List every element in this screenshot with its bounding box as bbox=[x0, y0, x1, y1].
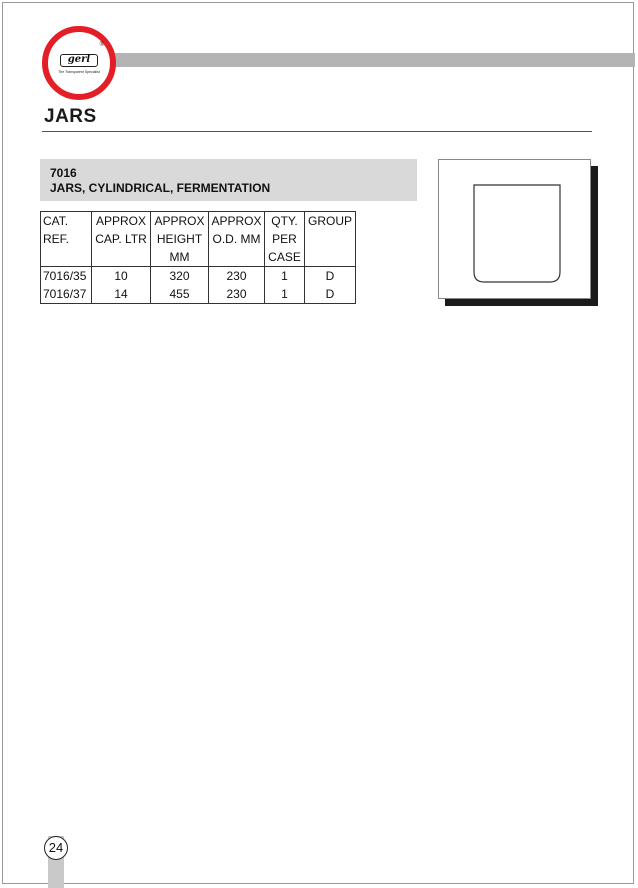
registered-mark: ® bbox=[99, 42, 104, 48]
table-header-row bbox=[41, 212, 356, 267]
cell-od: 230 bbox=[209, 285, 265, 304]
header-cat-ref: CAT. REF. bbox=[41, 212, 92, 267]
header-qty: QTY. PER CASE bbox=[265, 212, 305, 267]
cell-cat-ref: 7016/37 bbox=[41, 285, 92, 304]
page-border bbox=[2, 2, 634, 884]
cell-cat-ref: 7016/35 bbox=[41, 267, 92, 286]
cell-height: 455 bbox=[151, 285, 209, 304]
product-image-frame bbox=[438, 159, 591, 299]
product-header bbox=[40, 159, 417, 201]
brand-logo bbox=[42, 26, 116, 100]
header-od: APPROX O.D. MM bbox=[209, 212, 265, 267]
table-row bbox=[41, 267, 356, 286]
title-divider bbox=[42, 131, 592, 132]
cell-qty: 1 bbox=[265, 285, 305, 304]
header-capacity: APPROX CAP. LTR bbox=[92, 212, 151, 267]
product-code: 7016 bbox=[50, 166, 77, 180]
product-name: JARS, CYLINDRICAL, FERMENTATION bbox=[50, 181, 271, 195]
spec-table bbox=[40, 211, 356, 304]
page-title: JARS bbox=[44, 106, 97, 127]
table-row bbox=[41, 285, 356, 304]
cell-qty: 1 bbox=[265, 267, 305, 286]
jar-outline-icon bbox=[439, 160, 592, 300]
header-group: GROUP bbox=[305, 212, 356, 267]
header-bar bbox=[95, 53, 635, 67]
cell-od: 230 bbox=[209, 267, 265, 286]
header-height: APPROX HEIGHT MM bbox=[151, 212, 209, 267]
logo-wordmark: gerl bbox=[60, 54, 98, 67]
cell-height: 320 bbox=[151, 267, 209, 286]
page-number: 24 bbox=[44, 836, 68, 860]
cell-group: D bbox=[305, 285, 356, 304]
cell-capacity: 10 bbox=[92, 267, 151, 286]
cell-group: D bbox=[305, 267, 356, 286]
cell-capacity: 14 bbox=[92, 285, 151, 304]
logo-tagline: The Transparent Specialist bbox=[58, 70, 100, 74]
